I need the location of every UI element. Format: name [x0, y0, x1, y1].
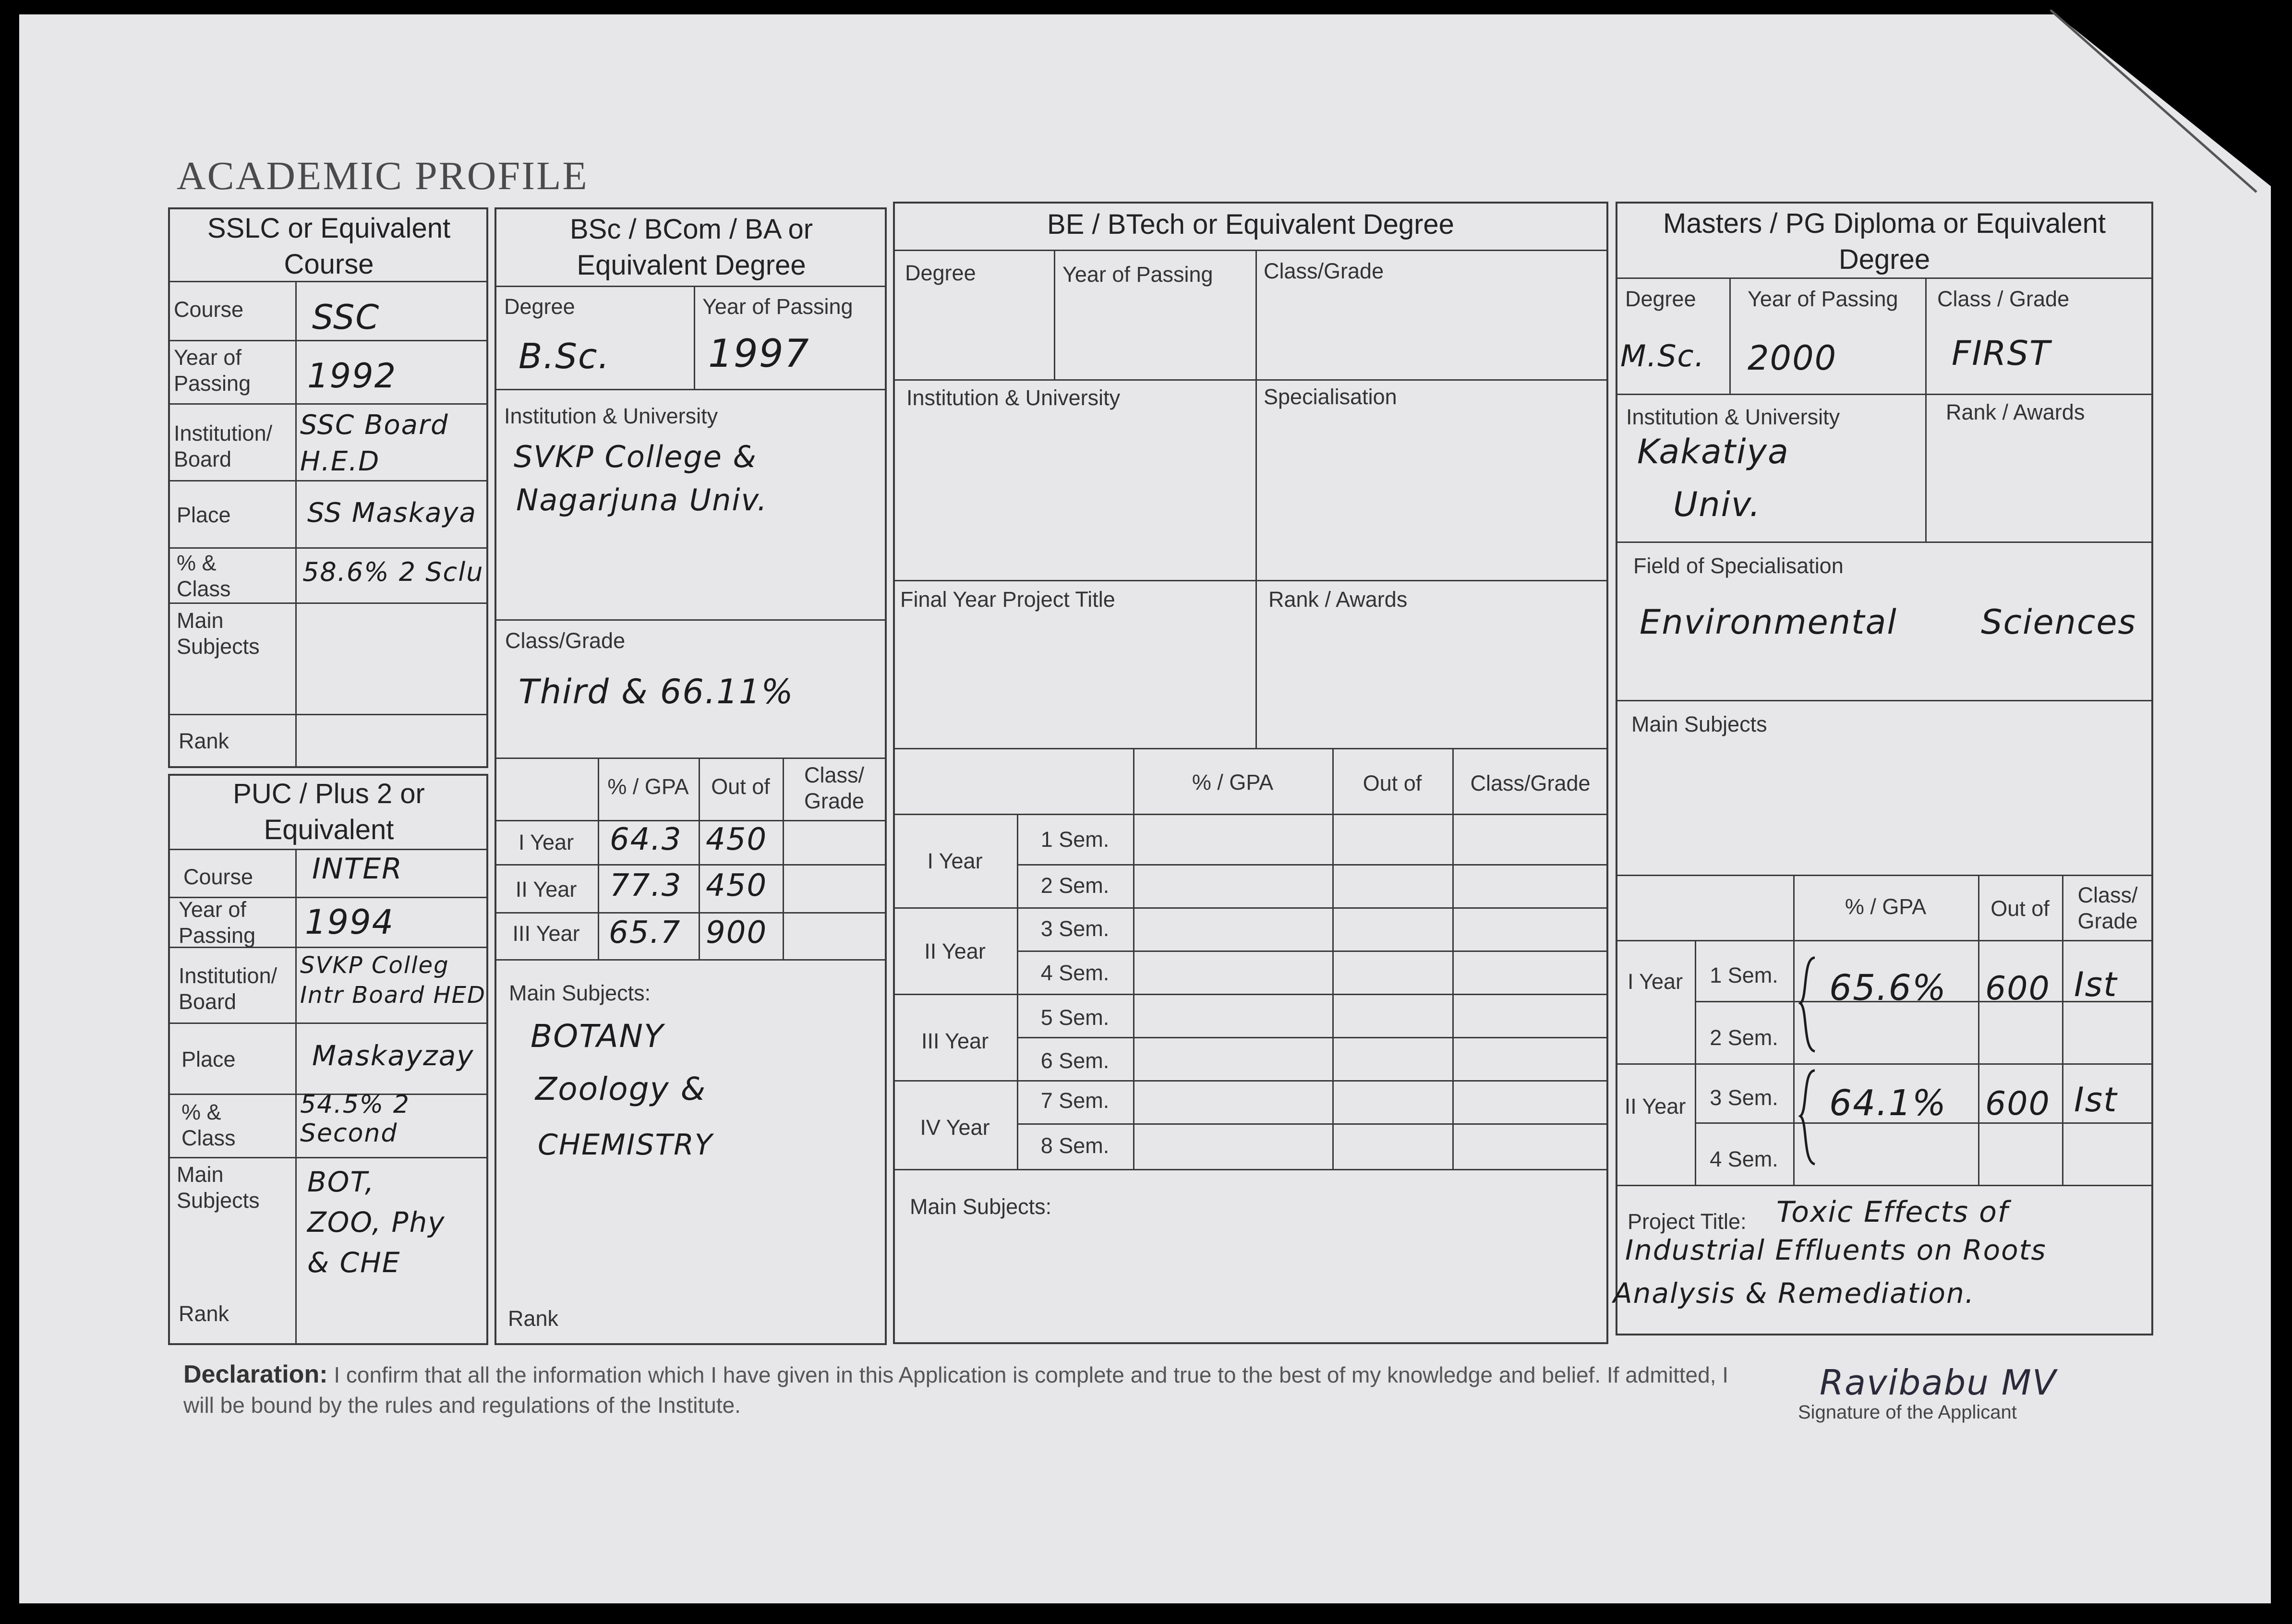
bsc-institution-value-1: SVKP College &: [514, 439, 757, 474]
sslc-percent-label: % & Class: [177, 551, 231, 601]
be-sem-label: 2 Sem.: [1040, 873, 1110, 898]
masters-class-label: Class / Grade: [1937, 287, 2070, 311]
bsc-rank-label: Rank: [508, 1306, 559, 1331]
masters-sem-label: 1 Sem.: [1710, 963, 1778, 987]
masters-subjects-label: Main Subjects: [1631, 712, 1767, 736]
bsc-class-value: Third & 66.11%: [519, 672, 794, 711]
masters-institution-value-2: Univ.: [1673, 485, 1761, 524]
be-rank-label: Rank / Awards: [1268, 587, 1408, 612]
sslc-rank-label: Rank: [179, 729, 229, 753]
sslc-institution-label: Institution/ Board: [174, 421, 273, 471]
page-title: ACADEMIC PROFILE: [177, 154, 589, 198]
be-th-outof: Out of: [1363, 771, 1422, 795]
masters-field-label: Field of Specialisation: [1633, 553, 1844, 578]
be-project-label: Final Year Project Title: [900, 587, 1115, 612]
signature: Ravibabu MV: [1820, 1362, 2057, 1403]
signature-caption: Signature of the Applicant: [1798, 1402, 2017, 1423]
folded-corner: [2050, 10, 2290, 211]
bsc-row-gpa: 65.7: [609, 915, 681, 950]
masters-th-outof: Out of: [1990, 896, 2050, 921]
declaration-text: I confirm that all the information which I have given in this Application is complete and true to the best of my knowledge and belief. If admitted, I will be bound by the rules and regulations of the Institute.: [183, 1362, 1729, 1418]
be-sem-label: 3 Sem.: [1040, 916, 1110, 941]
be-th-class: Class/Grade: [1470, 771, 1591, 795]
declaration-label: Declaration:: [183, 1360, 328, 1388]
bsc-row-gpa: 77.3: [610, 868, 682, 903]
puc-institution-value: SVKP Colleg Intr Board HED: [300, 952, 486, 1009]
sslc-subjects-label: Main Subjects: [177, 608, 260, 659]
masters-outof-value: 600: [1985, 970, 2051, 1008]
masters-rank-label: Rank / Awards: [1946, 400, 2085, 424]
puc-year-value: 1994: [305, 902, 395, 942]
masters-year-label: I Year: [1627, 969, 1683, 994]
bsc-row-label: I Year: [518, 830, 574, 854]
be-title: BE / BTech or Equivalent Degree: [1047, 209, 1454, 240]
puc-year-label: Year of Passing: [179, 897, 256, 948]
masters-degree-value: M.Sc.: [1620, 338, 1705, 373]
puc-course-value: INTER: [312, 852, 403, 886]
be-sem-label: 1 Sem.: [1040, 827, 1110, 852]
masters-grade-value: Ist: [2074, 1080, 2118, 1119]
bsc-class-label: Class/Grade: [505, 628, 626, 653]
bsc-subjects-label: Main Subjects:: [509, 981, 651, 1005]
masters-project-value-1: Toxic Effects of: [1776, 1195, 2009, 1229]
be-sem-label: 8 Sem.: [1040, 1133, 1110, 1158]
puc-place-value: Maskayzay: [312, 1039, 474, 1072]
puc-percent-label: % & Class: [181, 1100, 236, 1150]
be-year-label: IV Year: [920, 1115, 990, 1140]
puc-place-label: Place: [181, 1047, 236, 1071]
sslc-year-value: 1992: [307, 356, 397, 396]
puc-title: PUC / Plus 2 or Equivalent: [233, 778, 425, 846]
sslc-place-label: Place: [177, 503, 231, 527]
masters-outof-value: 600: [1985, 1085, 2051, 1123]
be-degree-label: Degree: [905, 261, 976, 285]
be-subjects-label: Main Subjects:: [910, 1194, 1052, 1219]
masters-title: Masters / PG Diploma or Equivalent Degree: [1663, 208, 2106, 276]
be-specialisation-label: Specialisation: [1264, 385, 1397, 409]
sslc-title: SSLC or Equivalent Course: [207, 213, 451, 280]
sslc-place-value: SS Maskaya: [307, 497, 477, 529]
be-sem-label: 5 Sem.: [1040, 1005, 1110, 1030]
masters-sem-label: 2 Sem.: [1710, 1025, 1778, 1050]
sslc-percent-value: 58.6% 2 Sclu: [302, 557, 484, 587]
masters-th-gpa: % / GPA: [1845, 894, 1927, 919]
puc-percent-value: 54.5% 2 Second: [300, 1090, 410, 1148]
bsc-institution-value-2: Nagarjuna Univ.: [516, 482, 768, 517]
bsc-subject-value: Zoology &: [535, 1071, 707, 1107]
masters-gpa-value: 65.6%: [1829, 967, 1947, 1009]
masters-degree-label: Degree: [1625, 287, 1696, 311]
masters-institution-value-1: Kakatiya: [1637, 432, 1789, 471]
be-sem-label: 7 Sem.: [1040, 1088, 1110, 1113]
sslc-course-label: Course: [174, 297, 244, 322]
masters-th-class: Class/ Grade: [2077, 883, 2138, 933]
masters-year-label: II Year: [1624, 1094, 1686, 1119]
masters-project-value-3: Analysis & Remediation.: [1613, 1277, 1975, 1310]
declaration: [183, 1359, 1739, 1419]
sslc-section: [168, 207, 488, 768]
be-year-label: Year of Passing: [1062, 262, 1213, 287]
masters-project-value-2: Industrial Effluents on Roots: [1625, 1234, 2047, 1266]
sslc-institution-value: SSC Board H.E.D: [300, 409, 449, 477]
bsc-row-outof: 450: [706, 868, 768, 903]
masters-year-value: 2000: [1748, 338, 1837, 378]
masters-sem-label: 3 Sem.: [1710, 1085, 1778, 1110]
puc-rank-label: Rank: [179, 1301, 229, 1326]
sslc-course-value: SSC: [312, 298, 380, 337]
bsc-subject-value: BOTANY: [531, 1018, 664, 1055]
masters-class-value: FIRST: [1952, 334, 2051, 373]
bsc-title: BSc / BCom / BA or Equivalent Degree: [569, 214, 813, 281]
be-th-gpa: % / GPA: [1192, 770, 1274, 794]
be-class-label: Class/Grade: [1264, 259, 1384, 283]
brace-mark: [1796, 955, 1824, 1167]
bsc-row-outof: 900: [706, 915, 768, 950]
bsc-row-outof: 450: [706, 822, 768, 857]
puc-subjects-value: BOT, ZOO, Phy & CHE: [307, 1166, 446, 1279]
be-year-label: II Year: [924, 939, 986, 963]
puc-subjects-label: Main Subjects: [177, 1162, 260, 1213]
bsc-th-gpa: % / GPA: [607, 774, 689, 799]
masters-year-label: Year of Passing: [1748, 287, 1898, 311]
masters-project-label: Project Title:: [1628, 1209, 1747, 1234]
sslc-year-label: Year of Passing: [174, 345, 251, 396]
bsc-th-class: Class/ Grade: [804, 763, 865, 813]
bsc-th-outof: Out of: [711, 774, 770, 799]
puc-institution-label: Institution/ Board: [179, 963, 277, 1014]
masters-field-value: Environmental Sciences: [1640, 602, 2136, 642]
bsc-row-label: II Year: [515, 877, 577, 902]
bsc-row-label: III Year: [512, 921, 580, 946]
bsc-row-gpa: 64.3: [610, 822, 682, 857]
be-sem-label: 6 Sem.: [1040, 1048, 1110, 1073]
be-year-label: I Year: [927, 849, 983, 873]
be-sem-label: 4 Sem.: [1040, 961, 1110, 985]
puc-course-label: Course: [183, 865, 253, 889]
bsc-degree-value: B.Sc.: [519, 336, 610, 376]
bsc-subject-value: CHEMISTRY: [538, 1128, 713, 1162]
be-institution-label: Institution & University: [906, 385, 1121, 410]
masters-gpa-value: 64.1%: [1829, 1083, 1947, 1124]
bsc-year-value: 1997: [708, 331, 810, 376]
bsc-institution-label: Institution & University: [504, 404, 718, 428]
bsc-degree-label: Degree: [504, 294, 575, 319]
masters-institution-label: Institution & University: [1626, 405, 1840, 429]
be-year-label: III Year: [921, 1029, 989, 1053]
masters-grade-value: Ist: [2074, 965, 2118, 1004]
masters-sem-label: 4 Sem.: [1710, 1147, 1778, 1171]
bsc-year-label: Year of Passing: [702, 294, 853, 319]
